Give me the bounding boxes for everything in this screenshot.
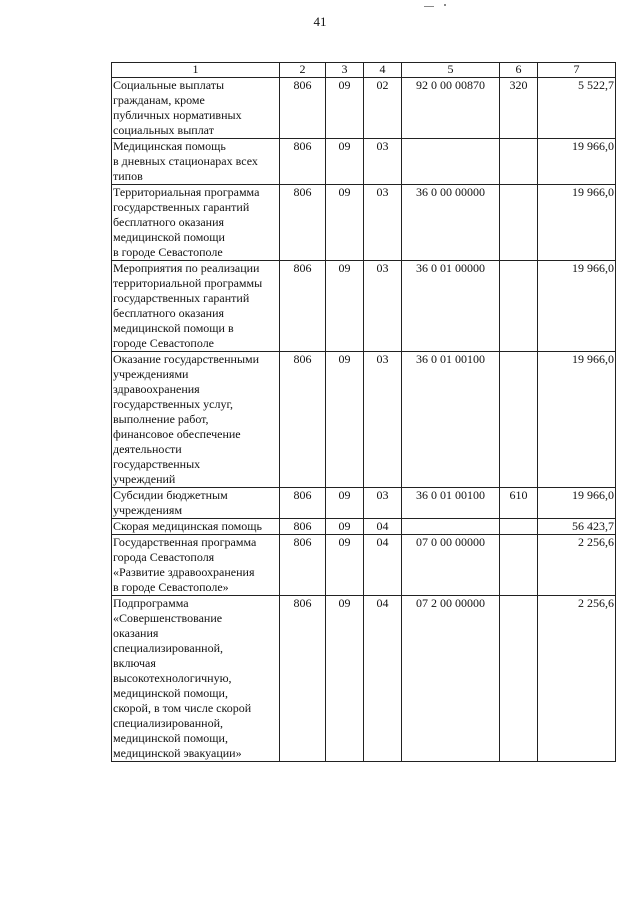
row-name-cell: Скорая медицинская помощь — [112, 519, 280, 535]
grbs-code-cell: 806 — [280, 488, 326, 519]
target-article-cell: 92 0 00 00870 — [402, 78, 500, 139]
amount-cell: 19 966,0 — [538, 261, 616, 352]
column-header: 7 — [538, 63, 616, 78]
subsection-code-cell: 04 — [364, 596, 402, 762]
page-number: 41 — [313, 14, 327, 29]
subsection-code-cell: 03 — [364, 185, 402, 261]
subsection-code-cell: 02 — [364, 78, 402, 139]
amount-cell: 56 423,7 — [538, 519, 616, 535]
grbs-code-cell: 806 — [280, 519, 326, 535]
header-row — [112, 63, 616, 78]
grbs-code-cell: 806 — [280, 185, 326, 261]
amount-cell: 2 256,6 — [538, 535, 616, 596]
row-name-cell: Субсидии бюджетным учреждениям — [112, 488, 280, 519]
table-row — [112, 139, 616, 185]
section-code-cell: 09 — [326, 535, 364, 596]
subsection-code-cell: 03 — [364, 352, 402, 488]
section-code-cell: 09 — [326, 261, 364, 352]
expense-type-cell: 610 — [500, 488, 538, 519]
column-header: 2 — [280, 63, 326, 78]
column-header: 3 — [326, 63, 364, 78]
amount-cell: 19 966,0 — [538, 139, 616, 185]
target-article-cell — [402, 139, 500, 185]
expense-type-cell — [500, 535, 538, 596]
target-article-cell: 07 0 00 00000 — [402, 535, 500, 596]
row-name-cell: Государственная программа города Севастополя «Развитие здравоохранения в городе Севастополе» — [112, 535, 280, 596]
section-code-cell: 09 — [326, 78, 364, 139]
table-row — [112, 519, 616, 535]
row-name-cell: Социальные выплаты гражданам, кроме публичных нормативных социальных выплат — [112, 78, 280, 139]
grbs-code-cell: 806 — [280, 78, 326, 139]
target-article-cell: 07 2 00 00000 — [402, 596, 500, 762]
expense-type-cell — [500, 519, 538, 535]
amount-cell: 19 966,0 — [538, 185, 616, 261]
target-article-cell: 36 0 01 00100 — [402, 352, 500, 488]
table-row — [112, 185, 616, 261]
expense-type-cell: 320 — [500, 78, 538, 139]
row-name-cell: Подпрограмма «Совершенствование оказания специализированной, включая высокотехнологичную, медицинской помощи, скорой, в том числе скорой специализированной, медицинской помощи, медицинской эвакуации» — [112, 596, 280, 762]
section-code-cell: 09 — [326, 488, 364, 519]
target-article-cell — [402, 519, 500, 535]
grbs-code-cell: 806 — [280, 596, 326, 762]
amount-cell: 5 522,7 — [538, 78, 616, 139]
target-article-cell: 36 0 01 00100 — [402, 488, 500, 519]
table-row — [112, 596, 616, 762]
scan-mark — [444, 4, 446, 6]
expense-type-cell — [500, 139, 538, 185]
section-code-cell: 09 — [326, 352, 364, 488]
expense-type-cell — [500, 352, 538, 488]
table-row — [112, 261, 616, 352]
table-row — [112, 352, 616, 488]
section-code-cell: 09 — [326, 185, 364, 261]
grbs-code-cell: 806 — [280, 261, 326, 352]
grbs-code-cell: 806 — [280, 139, 326, 185]
column-header: 4 — [364, 63, 402, 78]
table-row — [112, 488, 616, 519]
amount-cell: 19 966,0 — [538, 488, 616, 519]
subsection-code-cell: 04 — [364, 519, 402, 535]
subsection-code-cell: 03 — [364, 139, 402, 185]
grbs-code-cell: 806 — [280, 535, 326, 596]
budget-table — [111, 62, 616, 762]
subsection-code-cell: 03 — [364, 261, 402, 352]
column-header: 5 — [402, 63, 500, 78]
column-header: 1 — [112, 63, 280, 78]
expense-type-cell — [500, 596, 538, 762]
amount-cell: 19 966,0 — [538, 352, 616, 488]
expense-type-cell — [500, 185, 538, 261]
table-row — [112, 535, 616, 596]
section-code-cell: 09 — [326, 139, 364, 185]
section-code-cell: 09 — [326, 519, 364, 535]
row-name-cell: Территориальная программа государственных гарантий бесплатного оказания медицинской помощи в городе Севастополе — [112, 185, 280, 261]
target-article-cell: 36 0 01 00000 — [402, 261, 500, 352]
table-row — [112, 78, 616, 139]
column-header: 6 — [500, 63, 538, 78]
subsection-code-cell: 04 — [364, 535, 402, 596]
expense-type-cell — [500, 261, 538, 352]
subsection-code-cell: 03 — [364, 488, 402, 519]
scan-mark — [424, 6, 434, 7]
section-code-cell: 09 — [326, 596, 364, 762]
row-name-cell: Мероприятия по реализации территориальной программы государственных гарантий бесплатного оказания медицинской помощи в городе Севастополе — [112, 261, 280, 352]
grbs-code-cell: 806 — [280, 352, 326, 488]
target-article-cell: 36 0 00 00000 — [402, 185, 500, 261]
amount-cell: 2 256,6 — [538, 596, 616, 762]
row-name-cell: Медицинская помощь в дневных стационарах всех типов — [112, 139, 280, 185]
row-name-cell: Оказание государственными учреждениями здравоохранения государственных услуг, выполнение работ, финансовое обеспечение деятельности государственных учреждений — [112, 352, 280, 488]
